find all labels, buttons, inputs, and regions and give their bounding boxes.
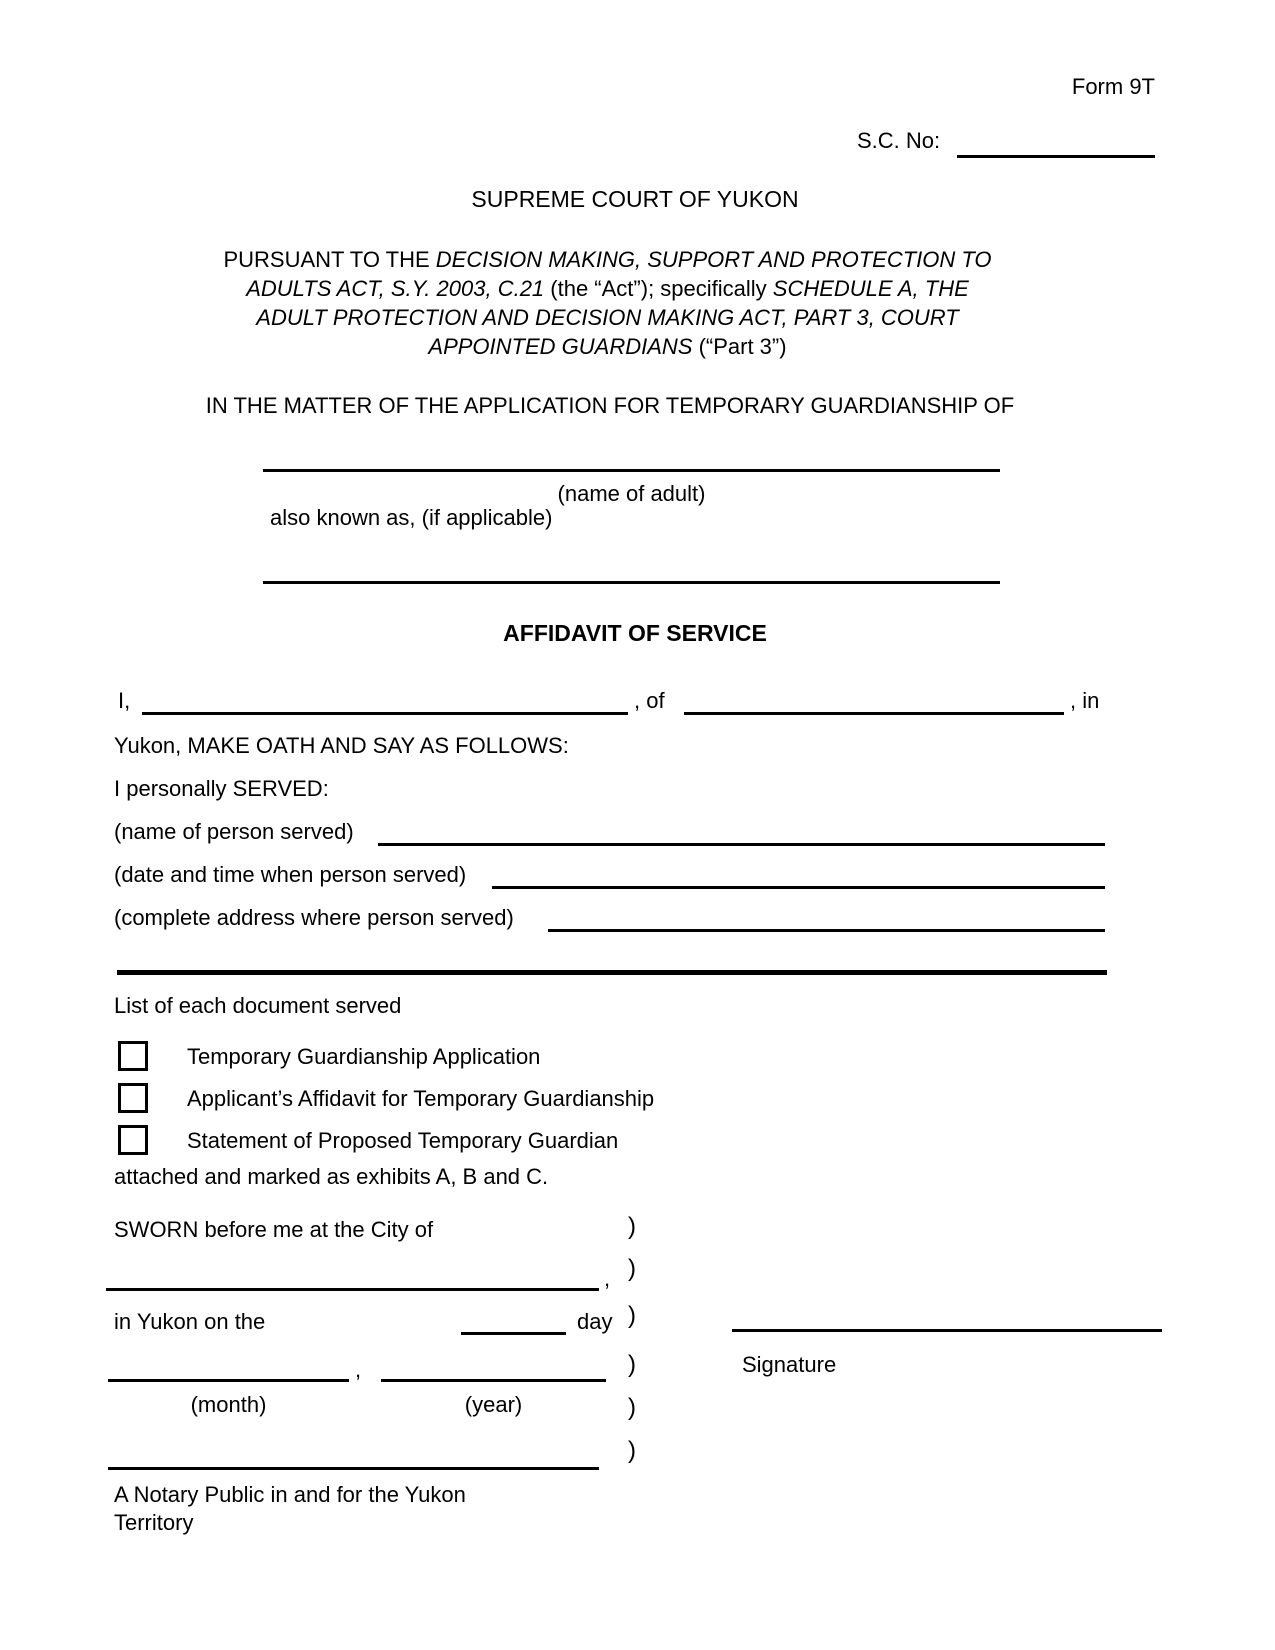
sc-no-line[interactable] bbox=[957, 155, 1155, 158]
in-matter-line: IN THE MATTER OF THE APPLICATION FOR TEMPORARY GUARDIANSHIP OF bbox=[205, 393, 1015, 418]
month-line[interactable] bbox=[108, 1379, 349, 1382]
name-served-line[interactable] bbox=[378, 843, 1105, 846]
oath-of-label: , of bbox=[634, 688, 665, 713]
pursuant-line bbox=[150, 274, 1065, 303]
oath-line2: Yukon, MAKE OATH AND SAY AS FOLLOWS: bbox=[114, 733, 569, 758]
pursuant-segment: DECISION MAKING, SUPPORT AND PROTECTION TO bbox=[435, 247, 992, 272]
year-caption: (year) bbox=[464, 1392, 523, 1417]
jurat-paren: ) bbox=[628, 1213, 636, 1240]
pursuant-paragraph bbox=[150, 245, 1065, 361]
comma: , bbox=[355, 1357, 362, 1382]
name-served-label: (name of person served) bbox=[114, 819, 354, 844]
pursuant-segment: (“Part 3”) bbox=[692, 334, 787, 359]
address-served-label: (complete address where person served) bbox=[114, 905, 514, 930]
day-label: day bbox=[577, 1309, 613, 1334]
year-line[interactable] bbox=[381, 1379, 606, 1382]
jurat-paren: ) bbox=[628, 1437, 636, 1464]
form-number: Form 9T bbox=[1071, 74, 1155, 99]
jurat-paren: ) bbox=[628, 1255, 636, 1282]
in-yukon-label: in Yukon on the bbox=[114, 1309, 266, 1334]
sworn-city-line[interactable] bbox=[106, 1288, 599, 1291]
pursuant-segment: PURSUANT TO THE bbox=[223, 247, 436, 272]
jurat-paren: ) bbox=[628, 1351, 636, 1378]
name-of-adult-line[interactable] bbox=[263, 469, 1000, 472]
sc-no-label: S.C. No: bbox=[857, 128, 941, 153]
pursuant-segment: APPOINTED GUARDIANS bbox=[428, 334, 693, 359]
name-of-adult-caption: (name of adult) bbox=[557, 481, 706, 506]
jurat-paren: ) bbox=[628, 1302, 636, 1329]
address-served-line[interactable] bbox=[548, 929, 1105, 932]
notary-caption: A Notary Public in and for the Yukon Territory bbox=[114, 1482, 466, 1535]
checkbox-label: Temporary Guardianship Application bbox=[187, 1044, 541, 1069]
pursuant-segment: SCHEDULE A, THE bbox=[772, 276, 969, 301]
deponent-place-line[interactable] bbox=[684, 712, 1064, 715]
checkbox-label: Applicant’s Affidavit for Temporary Guardianship bbox=[187, 1086, 655, 1111]
pursuant-segment: ADULT PROTECTION AND DECISION MAKING ACT, PART 3, COURT bbox=[256, 305, 959, 330]
checkbox-label: Statement of Proposed Temporary Guardian bbox=[187, 1128, 619, 1153]
oath-in-label: , in bbox=[1070, 688, 1100, 713]
pursuant-line bbox=[150, 332, 1065, 361]
checkbox-temporary-guardianship-application[interactable] bbox=[118, 1041, 148, 1071]
exhibits-note: attached and marked as exhibits A, B and C. bbox=[114, 1164, 549, 1189]
also-known-as-line[interactable] bbox=[263, 581, 1000, 584]
sworn-statement: SWORN before me at the City of bbox=[114, 1217, 434, 1242]
checkbox-statement-proposed-guardian[interactable] bbox=[118, 1125, 148, 1155]
document-list-heading: List of each document served bbox=[114, 993, 402, 1018]
datetime-served-line[interactable] bbox=[492, 886, 1105, 889]
signature-label: Signature bbox=[742, 1352, 837, 1377]
checkbox-applicants-affidavit[interactable] bbox=[118, 1083, 148, 1113]
comma: , bbox=[604, 1266, 611, 1291]
oath-i-label: I, bbox=[118, 688, 131, 713]
pursuant-segment: ADULTS ACT, S.Y. 2003, C.21 bbox=[246, 276, 545, 301]
month-caption: (month) bbox=[190, 1392, 267, 1417]
pursuant-line bbox=[150, 245, 1065, 274]
datetime-served-label: (date and time when person served) bbox=[114, 862, 467, 887]
signature-line[interactable] bbox=[732, 1329, 1162, 1332]
pursuant-segment: (the “Act”); specifically bbox=[544, 276, 773, 301]
page-title: AFFIDAVIT OF SERVICE bbox=[503, 620, 767, 646]
deponent-name-line[interactable] bbox=[142, 712, 628, 715]
pursuant-line bbox=[150, 303, 1065, 332]
court-title: SUPREME COURT OF YUKON bbox=[471, 186, 799, 212]
also-known-as-label: also known as, (if applicable) bbox=[270, 505, 553, 530]
section-divider bbox=[117, 970, 1107, 975]
day-line[interactable] bbox=[461, 1332, 566, 1335]
notary-signature-line[interactable] bbox=[108, 1467, 599, 1470]
jurat-paren: ) bbox=[628, 1394, 636, 1421]
served-statement: I personally SERVED: bbox=[114, 776, 329, 801]
